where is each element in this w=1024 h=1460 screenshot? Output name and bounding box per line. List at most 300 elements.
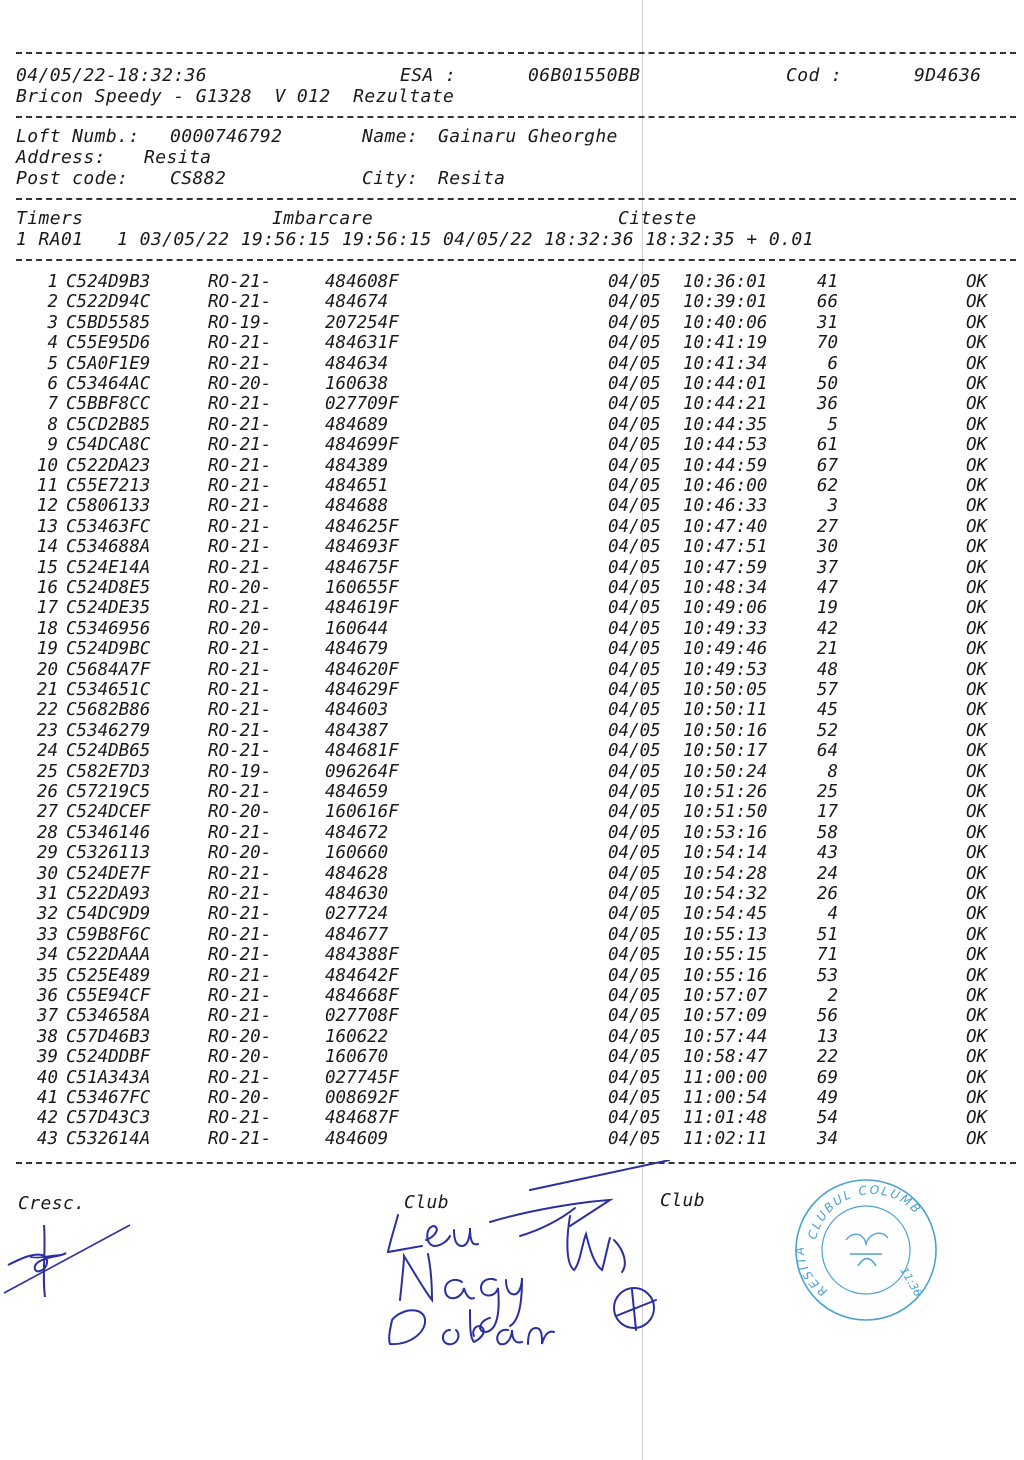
arrival-date: 04/05	[608, 986, 661, 1006]
arrival-date: 04/05	[608, 312, 661, 333]
arrival-date: 04/05	[608, 1026, 661, 1047]
ring-series: RO-21-	[208, 986, 272, 1006]
status-ok: OK	[966, 965, 988, 986]
ring-code: C57D46B3	[66, 1026, 151, 1047]
table-row	[0, 1027, 1024, 1047]
ring-number: 484677	[325, 924, 389, 945]
ring-code: C5346956	[66, 618, 151, 639]
ring-code: C5CD2B85	[66, 414, 151, 435]
arrival-time: 10:39:01	[683, 292, 768, 313]
ring-series: RO-21-	[208, 700, 272, 721]
arrival-time: 10:46:00	[683, 476, 768, 496]
ring-code: C5A0F1E9	[66, 353, 151, 374]
arrival-date: 04/05	[608, 1088, 661, 1108]
status-ok: OK	[966, 414, 988, 435]
ring-series: RO-21-	[208, 1006, 272, 1027]
ring-number: 160644	[325, 618, 389, 639]
status-ok: OK	[966, 557, 988, 578]
row-index: 37	[36, 1006, 58, 1027]
ring-number: 160655F	[325, 578, 399, 598]
row-index: 27	[36, 802, 58, 823]
ring-series: RO-20-	[208, 374, 272, 394]
ring-number: 207254F	[325, 312, 399, 333]
row-index: 7	[47, 394, 58, 415]
table-row	[0, 986, 1024, 1006]
position-number: 56	[816, 1006, 838, 1027]
row-index: 9	[47, 435, 58, 456]
postcode-label: Post code:	[16, 168, 129, 189]
row-index: 11	[36, 476, 58, 496]
arrival-date: 04/05	[608, 435, 661, 456]
ring-series: RO-20-	[208, 843, 272, 864]
ring-number: 008692F	[325, 1088, 399, 1108]
row-index: 14	[36, 537, 58, 558]
ring-series: RO-21-	[208, 924, 272, 945]
ring-code: C522DAAA	[66, 945, 151, 966]
status-ok: OK	[966, 435, 988, 456]
arrival-date: 04/05	[608, 353, 661, 374]
ring-code: C55E94CF	[66, 986, 151, 1006]
ring-code: C532614A	[66, 1128, 151, 1149]
arrival-date: 04/05	[608, 476, 661, 496]
arrival-time: 10:54:14	[683, 843, 768, 864]
row-index: 29	[36, 843, 58, 864]
position-number: 62	[816, 476, 838, 496]
ring-code: C524D8E5	[66, 578, 151, 598]
arrival-time: 10:48:34	[683, 578, 768, 598]
arrival-date: 04/05	[608, 292, 661, 313]
table-row	[0, 496, 1024, 516]
table-row	[0, 741, 1024, 761]
ring-series: RO-20-	[208, 1088, 272, 1108]
table-row	[0, 680, 1024, 700]
stamp-top-text: CLUBUL COLUMB	[805, 1182, 925, 1241]
arrival-date: 04/05	[608, 884, 661, 904]
arrival-date: 04/05	[608, 822, 661, 843]
ring-code: C524DCEF	[66, 802, 151, 823]
ring-series: RO-20-	[208, 578, 272, 598]
status-ok: OK	[966, 884, 988, 904]
ring-series: RO-21-	[208, 659, 272, 680]
city-label: City:	[362, 168, 419, 189]
position-number: 21	[816, 639, 838, 660]
arrival-time: 10:44:59	[683, 455, 768, 476]
status-ok: OK	[966, 761, 988, 782]
position-number: 24	[816, 863, 838, 884]
ring-code: C53463FC	[66, 516, 151, 537]
ring-number: 484681F	[325, 741, 399, 762]
ring-number: 096264F	[325, 761, 399, 782]
row-index: 38	[36, 1026, 58, 1047]
ring-series: RO-20-	[208, 1026, 272, 1047]
position-number: 66	[816, 292, 838, 313]
status-ok: OK	[966, 455, 988, 476]
status-ok: OK	[966, 1108, 988, 1129]
ring-code: C57D43C3	[66, 1108, 151, 1129]
ring-series: RO-21-	[208, 680, 272, 700]
arrival-time: 10:54:32	[683, 884, 768, 904]
ring-number: 484668F	[325, 986, 399, 1006]
status-ok: OK	[966, 496, 988, 517]
position-number: 47	[816, 578, 838, 598]
arrival-date: 04/05	[608, 333, 661, 354]
status-ok: OK	[966, 1026, 988, 1047]
position-number: 2	[827, 986, 838, 1006]
ring-number: 484387	[325, 720, 389, 741]
position-number: 61	[816, 435, 838, 456]
ring-code: C57219C5	[66, 782, 151, 802]
ring-series: RO-20-	[208, 618, 272, 639]
arrival-date: 04/05	[608, 843, 661, 864]
status-ok: OK	[966, 598, 988, 619]
table-row	[0, 1129, 1024, 1149]
position-number: 57	[816, 680, 838, 700]
status-ok: OK	[966, 1047, 988, 1068]
row-index: 35	[36, 965, 58, 986]
ring-number: 484603	[325, 700, 389, 721]
arrival-time: 10:57:07	[683, 986, 768, 1006]
ring-number: 484672	[325, 822, 389, 843]
ring-code: C534651C	[66, 680, 151, 700]
row-index: 4	[47, 333, 58, 354]
arrival-date: 04/05	[608, 761, 661, 782]
ring-series: RO-21-	[208, 945, 272, 966]
status-ok: OK	[966, 720, 988, 741]
ring-code: C524DDBF	[66, 1047, 151, 1068]
row-index: 17	[36, 598, 58, 619]
table-row	[0, 292, 1024, 312]
ring-series: RO-21-	[208, 884, 272, 904]
address-label: Address:	[16, 147, 106, 168]
row-index: 1	[47, 272, 58, 292]
ring-code: C524DE35	[66, 598, 151, 619]
row-index: 24	[36, 741, 58, 762]
ring-code: C522DA23	[66, 455, 151, 476]
ring-code: C5346146	[66, 822, 151, 843]
status-ok: OK	[966, 333, 988, 354]
arrival-time: 10:47:51	[683, 537, 768, 558]
arrival-date: 04/05	[608, 863, 661, 884]
ring-number: 484688	[325, 496, 389, 517]
row-index: 43	[36, 1128, 58, 1149]
table-row	[0, 1047, 1024, 1067]
ring-code: C5346279	[66, 720, 151, 741]
row-index: 39	[36, 1047, 58, 1068]
status-ok: OK	[966, 822, 988, 843]
ring-code: C5806133	[66, 496, 151, 517]
loft-number: 0000746792	[170, 126, 283, 147]
position-number: 64	[816, 741, 838, 762]
table-row	[0, 1006, 1024, 1026]
arrival-date: 04/05	[608, 639, 661, 660]
arrival-date: 04/05	[608, 680, 661, 700]
esa-label: ESA :	[400, 65, 457, 86]
row-index: 16	[36, 578, 58, 598]
loft-label: Loft Numb.:	[16, 126, 140, 147]
cresc-label: Cresc.	[18, 1193, 86, 1214]
ring-number: 160616F	[325, 802, 399, 823]
ring-series: RO-21-	[208, 822, 272, 843]
row-index: 13	[36, 516, 58, 537]
row-index: 3	[47, 312, 58, 333]
table-row	[0, 884, 1024, 904]
arrival-date: 04/05	[608, 659, 661, 680]
status-ok: OK	[966, 578, 988, 598]
row-index: 34	[36, 945, 58, 966]
row-index: 2	[47, 292, 58, 313]
status-ok: OK	[966, 863, 988, 884]
arrival-time: 10:41:34	[683, 353, 768, 374]
ring-number: 027745F	[325, 1067, 399, 1088]
status-ok: OK	[966, 394, 988, 415]
arrival-time: 10:51:26	[683, 782, 768, 802]
table-row	[0, 476, 1024, 496]
ring-code: C54DC9D9	[66, 904, 151, 925]
row-index: 36	[36, 986, 58, 1006]
ring-series: RO-21-	[208, 965, 272, 986]
ring-series: RO-21-	[208, 904, 272, 925]
ring-series: RO-20-	[208, 1047, 272, 1068]
position-number: 67	[816, 455, 838, 476]
table-row	[0, 333, 1024, 353]
row-index: 10	[36, 455, 58, 476]
row-index: 28	[36, 822, 58, 843]
ring-series: RO-21-	[208, 863, 272, 884]
position-number: 3	[827, 496, 838, 517]
club-label-1: Club	[404, 1192, 449, 1213]
arrival-date: 04/05	[608, 700, 661, 721]
ring-number: 160638	[325, 374, 389, 394]
ring-number: 484625F	[325, 516, 399, 537]
ring-number: 484629F	[325, 680, 399, 700]
ring-number: 160670	[325, 1047, 389, 1068]
arrival-date: 04/05	[608, 374, 661, 394]
stamp-time: 11:36	[897, 1265, 925, 1299]
row-index: 31	[36, 884, 58, 904]
table-row	[0, 843, 1024, 863]
ring-number: 484634	[325, 353, 389, 374]
arrival-date: 04/05	[608, 965, 661, 986]
arrival-date: 04/05	[608, 741, 661, 762]
ring-number: 484628	[325, 863, 389, 884]
ring-series: RO-21-	[208, 414, 272, 435]
ring-number: 484642F	[325, 965, 399, 986]
position-number: 53	[816, 965, 838, 986]
status-ok: OK	[966, 1088, 988, 1108]
name-label: Name:	[362, 126, 419, 147]
position-number: 4	[827, 904, 838, 925]
status-ok: OK	[966, 741, 988, 762]
table-row	[0, 598, 1024, 618]
ring-code: C5BBF8CC	[66, 394, 151, 415]
arrival-date: 04/05	[608, 496, 661, 517]
status-ok: OK	[966, 843, 988, 864]
citeste-header: Citeste	[618, 208, 697, 229]
arrival-time: 10:54:45	[683, 904, 768, 925]
arrival-time: 10:49:53	[683, 659, 768, 680]
table-row	[0, 904, 1024, 924]
arrival-time: 10:44:53	[683, 435, 768, 456]
ring-series: RO-21-	[208, 435, 272, 456]
ring-code: C524D9B3	[66, 272, 151, 292]
position-number: 51	[816, 924, 838, 945]
row-index: 41	[36, 1088, 58, 1108]
timers-header: Timers	[16, 208, 84, 229]
separator	[16, 116, 1016, 118]
status-ok: OK	[966, 700, 988, 721]
ring-code: C524E14A	[66, 557, 151, 578]
club-signatures	[370, 1160, 670, 1350]
table-row	[0, 925, 1024, 945]
status-ok: OK	[966, 272, 988, 292]
arrival-time: 10:50:17	[683, 741, 768, 762]
ring-code: C5BD5585	[66, 312, 151, 333]
ring-series: RO-21-	[208, 720, 272, 741]
position-number: 31	[816, 312, 838, 333]
postcode-value: CS882	[170, 168, 227, 189]
table-row	[0, 864, 1024, 884]
ring-code: C524D9BC	[66, 639, 151, 660]
row-index: 25	[36, 761, 58, 782]
status-ok: OK	[966, 904, 988, 925]
table-row	[0, 762, 1024, 782]
arrival-time: 10:51:50	[683, 802, 768, 823]
table-row	[0, 374, 1024, 394]
arrival-date: 04/05	[608, 1067, 661, 1088]
row-index: 33	[36, 924, 58, 945]
status-ok: OK	[966, 312, 988, 333]
table-row	[0, 313, 1024, 333]
status-ok: OK	[966, 945, 988, 966]
table-row	[0, 354, 1024, 374]
arrival-date: 04/05	[608, 272, 661, 292]
esa-value: 06B01550BB	[528, 65, 641, 86]
ring-series: RO-21-	[208, 455, 272, 476]
table-row	[0, 435, 1024, 455]
arrival-date: 04/05	[608, 557, 661, 578]
ring-series: RO-21-	[208, 394, 272, 415]
ring-series: RO-21-	[208, 1108, 272, 1129]
position-number: 25	[816, 782, 838, 802]
row-index: 19	[36, 639, 58, 660]
ring-code: C522D94C	[66, 292, 151, 313]
status-ok: OK	[966, 802, 988, 823]
arrival-time: 11:01:48	[683, 1108, 768, 1129]
arrival-time: 10:41:19	[683, 333, 768, 354]
ring-number: 484630	[325, 884, 389, 904]
row-index: 30	[36, 863, 58, 884]
arrival-time: 11:02:11	[683, 1128, 768, 1149]
ring-series: RO-21-	[208, 1067, 272, 1088]
position-number: 54	[816, 1108, 838, 1129]
ring-number: 484687F	[325, 1108, 399, 1129]
status-ok: OK	[966, 353, 988, 374]
status-ok: OK	[966, 782, 988, 802]
position-number: 52	[816, 720, 838, 741]
status-ok: OK	[966, 292, 988, 313]
arrival-time: 10:57:44	[683, 1026, 768, 1047]
position-number: 58	[816, 822, 838, 843]
row-index: 26	[36, 782, 58, 802]
arrival-date: 04/05	[608, 1128, 661, 1149]
arrival-time: 10:55:13	[683, 924, 768, 945]
ring-number: 484689	[325, 414, 389, 435]
arrival-time: 10:53:16	[683, 822, 768, 843]
header-program-line: Bricon Speedy - G1328 V 012 Rezultate	[16, 86, 455, 107]
arrival-date: 04/05	[608, 578, 661, 598]
ring-series: RO-21-	[208, 272, 272, 292]
owner-name: Gainaru Gheorghe	[438, 126, 618, 147]
arrival-time: 10:57:09	[683, 1006, 768, 1027]
ring-code: C51A343A	[66, 1067, 151, 1088]
ring-series: RO-21-	[208, 333, 272, 354]
table-row	[0, 517, 1024, 537]
arrival-time: 10:40:06	[683, 312, 768, 333]
ring-series: RO-21-	[208, 741, 272, 762]
ring-number: 484675F	[325, 557, 399, 578]
ring-code: C522DA93	[66, 884, 151, 904]
table-row	[0, 619, 1024, 639]
table-row	[0, 1108, 1024, 1128]
arrival-date: 04/05	[608, 516, 661, 537]
ring-number: 160622	[325, 1026, 389, 1047]
row-index: 15	[36, 557, 58, 578]
arrival-date: 04/05	[608, 598, 661, 619]
ring-code: C5326113	[66, 843, 151, 864]
status-ok: OK	[966, 516, 988, 537]
table-row	[0, 721, 1024, 741]
row-index: 32	[36, 904, 58, 925]
row-index: 20	[36, 659, 58, 680]
ring-code: C524DB65	[66, 741, 151, 762]
table-row	[0, 802, 1024, 822]
arrival-date: 04/05	[608, 1006, 661, 1027]
arrival-time: 10:50:05	[683, 680, 768, 700]
ring-series: RO-21-	[208, 598, 272, 619]
ring-series: RO-19-	[208, 761, 272, 782]
ring-code: C534658A	[66, 1006, 151, 1027]
cod-value: 9D4636	[914, 65, 982, 86]
position-number: 22	[816, 1047, 838, 1068]
row-index: 8	[47, 414, 58, 435]
status-ok: OK	[966, 680, 988, 700]
ring-series: RO-21-	[208, 292, 272, 313]
ring-series: RO-21-	[208, 782, 272, 802]
position-number: 19	[816, 598, 838, 619]
row-index: 6	[47, 374, 58, 394]
ring-number: 484620F	[325, 659, 399, 680]
arrival-date: 04/05	[608, 1108, 661, 1129]
arrival-time: 11:00:00	[683, 1067, 768, 1088]
arrival-date: 04/05	[608, 924, 661, 945]
ring-number: 484619F	[325, 598, 399, 619]
status-ok: OK	[966, 986, 988, 1006]
address-value: Resita	[144, 147, 212, 168]
arrival-date: 04/05	[608, 455, 661, 476]
position-number: 41	[816, 272, 838, 292]
row-index: 18	[36, 618, 58, 639]
status-ok: OK	[966, 639, 988, 660]
ring-number: 484389	[325, 455, 389, 476]
ring-number: 484674	[325, 292, 389, 313]
ring-code: C59B8F6C	[66, 924, 151, 945]
position-number: 43	[816, 843, 838, 864]
position-number: 48	[816, 659, 838, 680]
table-row	[0, 700, 1024, 720]
arrival-time: 10:50:24	[683, 761, 768, 782]
status-ok: OK	[966, 476, 988, 496]
position-number: 45	[816, 700, 838, 721]
